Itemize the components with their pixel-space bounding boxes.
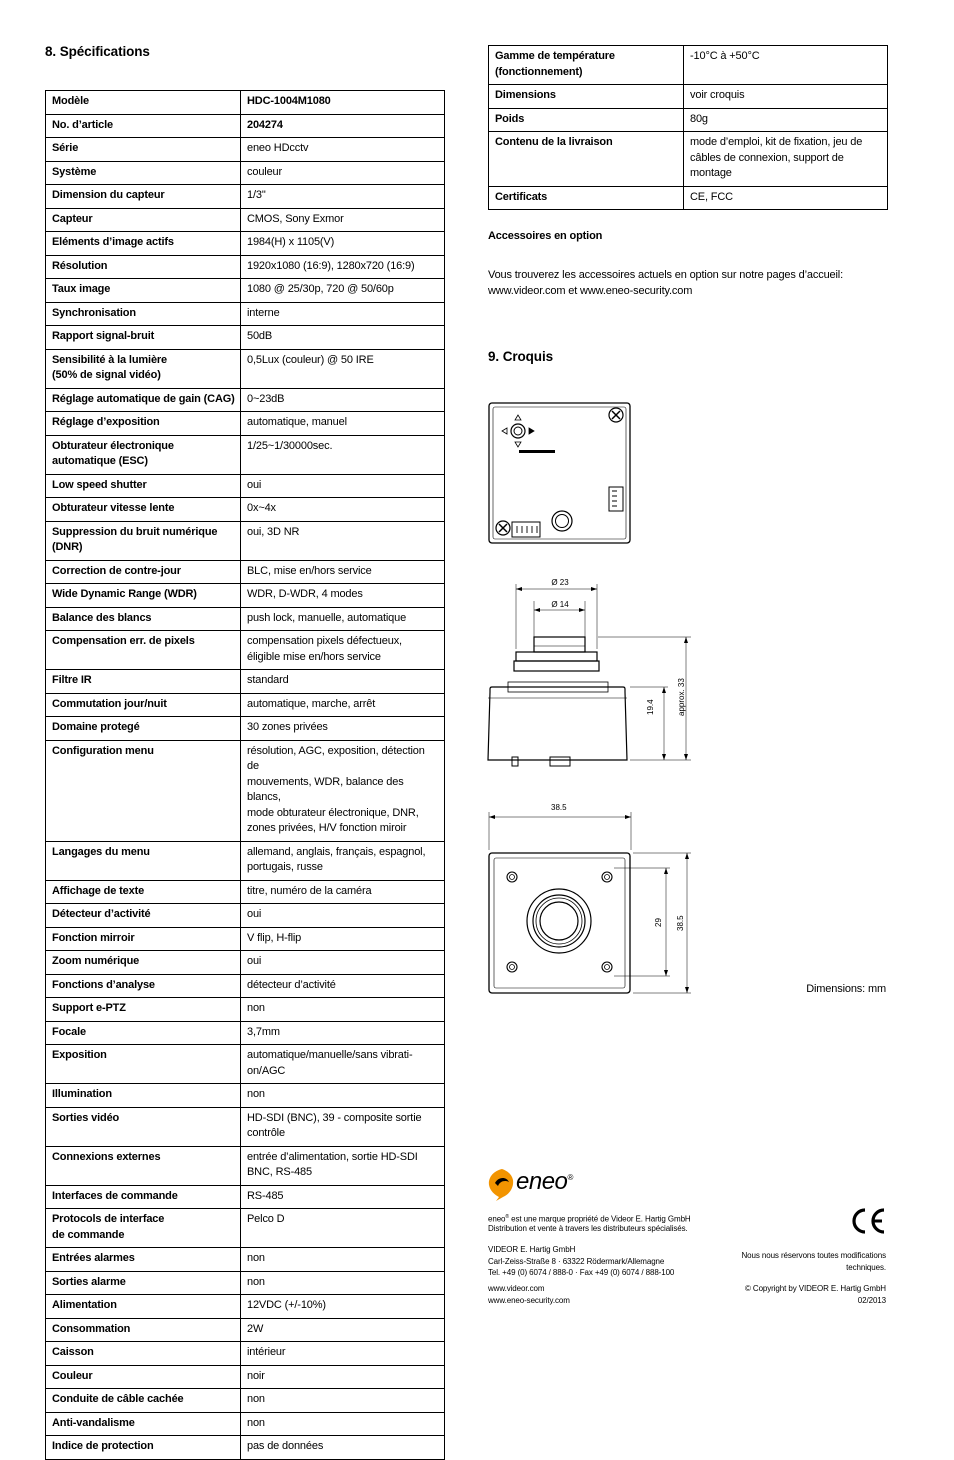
spec-label: Support e-PTZ — [46, 998, 241, 1022]
spec-row — [46, 1271, 445, 1295]
spec-value: oui, 3D NR — [241, 521, 445, 560]
spec-row — [46, 302, 445, 326]
spec-value: Pelco D — [241, 1209, 445, 1248]
footer-website-eneo[interactable]: www.eneo-security.com — [488, 1296, 570, 1305]
spec-label: Suppression du bruit numérique (DNR) — [46, 521, 241, 560]
footer-copyright: © Copyright by VIDEOR E. Hartig GmbH — [744, 1284, 886, 1293]
spec-row — [46, 951, 445, 975]
mount-hole-icon — [507, 962, 517, 972]
spec-row — [46, 1318, 445, 1342]
spec-label: Taux image — [46, 279, 241, 303]
camera-front-view-drawing — [486, 800, 701, 996]
camera-side-view-drawing — [486, 574, 701, 770]
spec-row — [46, 279, 445, 303]
spec-row — [46, 1412, 445, 1436]
spec-row — [46, 1436, 445, 1460]
footer-date: 02/2013 — [857, 1296, 886, 1305]
spec-value: noir — [241, 1365, 445, 1389]
spec-value: 30 zones privées — [241, 717, 445, 741]
accessories-text: Vous trouverez les accessoires actuels en option sur notre pages d’accueil: www.videor.com et www.eneo-security.com — [488, 269, 844, 297]
spec-value: 80g — [684, 108, 888, 132]
spec-label: Gamme de température (fonctionnement) — [489, 46, 684, 85]
spec-value: non — [241, 1389, 445, 1413]
spec-row — [46, 1209, 445, 1248]
spec-value: allemand, anglais, français, espagnol, portugais, russe — [241, 841, 445, 880]
spec-row — [46, 974, 445, 998]
spec-value: 0,5Lux (couleur) @ 50 IRE — [241, 349, 445, 388]
spec-row — [46, 1185, 445, 1209]
spec-value: non — [241, 998, 445, 1022]
spec-label: Filtre IR — [46, 670, 241, 694]
spec-row — [46, 91, 445, 115]
spec-value: oui — [241, 951, 445, 975]
spec-value: RS-485 — [241, 1185, 445, 1209]
spec-label: No. d’article — [46, 114, 241, 138]
dimension-d14: Ø 14 — [551, 600, 569, 609]
spec-row — [46, 349, 445, 388]
spec-row — [46, 1107, 445, 1146]
spec-row — [46, 412, 445, 436]
spec-value: 204274 — [241, 114, 445, 138]
spec-label: Entrées alarmes — [46, 1248, 241, 1272]
spec-label: Zoom numérique — [46, 951, 241, 975]
spec-row — [46, 560, 445, 584]
spec-label: Contenu de la livraison — [489, 132, 684, 187]
spec-value: entrée d’alimentation, sortie HD-SDI BNC, RS-485 — [241, 1146, 445, 1185]
spec-value: oui — [241, 474, 445, 498]
spec-label: Caisson — [46, 1342, 241, 1366]
spec-value: standard — [241, 670, 445, 694]
ce-mark-icon — [849, 1207, 887, 1235]
footer-distribution: Distribution et vente à travers les distributeurs spécialisés. — [488, 1224, 688, 1233]
spec-row — [46, 138, 445, 162]
spec-value: titre, numéro de la caméra — [241, 880, 445, 904]
spec-value: 0x~4x — [241, 498, 445, 522]
spec-label: Illumination — [46, 1084, 241, 1108]
footer-reserve-note: Nous nous réservons toutes modifications techniques. — [741, 1251, 886, 1272]
mount-hole-icon — [602, 872, 612, 882]
spec-row — [489, 46, 888, 85]
spec-row — [489, 85, 888, 109]
spec-value: voir croquis — [684, 85, 888, 109]
spec-row — [46, 388, 445, 412]
spec-row — [46, 232, 445, 256]
spec-row — [46, 1248, 445, 1272]
spec-value: 2W — [241, 1318, 445, 1342]
spec-label: Certificats — [489, 186, 684, 210]
spec-value: interne — [241, 302, 445, 326]
spec-row — [489, 108, 888, 132]
spec-label: Affichage de texte — [46, 880, 241, 904]
spec-value: compensation pixels défectueux, éligible mise en/hors service — [241, 631, 445, 670]
mount-hole-icon — [602, 962, 612, 972]
spec-label: Domaine protegé — [46, 717, 241, 741]
spec-value: BLC, mise en/hors service — [241, 560, 445, 584]
spec-row — [46, 740, 445, 841]
spec-row — [46, 880, 445, 904]
spec-value: CE, FCC — [684, 186, 888, 210]
footer-trademark: eneo® est une marque propriété de Videor E. Hartig GmbH — [488, 1214, 691, 1224]
spec-row — [46, 498, 445, 522]
spec-label: Low speed shutter — [46, 474, 241, 498]
dimension-19-4: 19.4 — [646, 699, 655, 715]
spec-value: couleur — [241, 161, 445, 185]
spec-label: Rapport signal-bruit — [46, 326, 241, 350]
spec-row — [46, 841, 445, 880]
spec-label: Correction de contre-jour — [46, 560, 241, 584]
spec-value: détecteur d’activité — [241, 974, 445, 998]
spec-label: Réglage automatique de gain (CAG) — [46, 388, 241, 412]
spec-row — [46, 904, 445, 928]
spec-label: Balance des blancs — [46, 607, 241, 631]
dimensions-unit-note: Dimensions: mm — [806, 983, 886, 995]
spec-label: Alimentation — [46, 1295, 241, 1319]
spec-value: push lock, manuelle, automatique — [241, 607, 445, 631]
spec-row — [46, 927, 445, 951]
spec-label: Langages du menu — [46, 841, 241, 880]
spec-value: automatique/manuelle/sans vibrati- on/AGC — [241, 1045, 445, 1084]
spec-value: WDR, D-WDR, 4 modes — [241, 584, 445, 608]
spec-value: 1/25~1/30000sec. — [241, 435, 445, 474]
spec-value: résolution, AGC, exposition, détection de mouvements, WDR, balance des blancs, mode obturateur électronique, DNR, zones privées, H/V fonction miroir — [241, 740, 445, 841]
spec-label: Focale — [46, 1021, 241, 1045]
spec-value: automatique, marche, arrêt — [241, 693, 445, 717]
dimension-d23: Ø 23 — [551, 578, 569, 587]
spec-value: 3,7mm — [241, 1021, 445, 1045]
mount-hole-icon — [507, 872, 517, 882]
spec-row — [46, 584, 445, 608]
spec-value: 50dB — [241, 326, 445, 350]
spec-label: Exposition — [46, 1045, 241, 1084]
spec-value: non — [241, 1271, 445, 1295]
spec-value: HDC-1004M1080 — [241, 91, 445, 115]
spec-row — [46, 208, 445, 232]
spec-value: pas de données — [241, 1436, 445, 1460]
spec-label: Eléments d’image actifs — [46, 232, 241, 256]
section-9-title: 9. Croquis — [488, 349, 554, 364]
spec-value: V flip, H-flip — [241, 927, 445, 951]
spec-label: Réglage d’exposition — [46, 412, 241, 436]
footer-company: VIDEOR E. Hartig GmbH — [488, 1245, 576, 1254]
accessories-title: Accessoires en option — [488, 230, 603, 242]
spec-row — [46, 114, 445, 138]
spec-label: Indice de protection — [46, 1436, 241, 1460]
spec-row — [46, 1342, 445, 1366]
camera-rear-view-drawing — [486, 400, 634, 548]
spec-row — [46, 521, 445, 560]
joystick-icon — [502, 415, 534, 447]
spec-label: Poids — [489, 108, 684, 132]
spec-value: non — [241, 1084, 445, 1108]
footer-website-videor[interactable]: www.videor.com — [488, 1284, 545, 1293]
spec-label: Dimensions — [489, 85, 684, 109]
spec-label: Système — [46, 161, 241, 185]
eneo-logo-icon — [486, 1167, 516, 1203]
spec-label: Modèle — [46, 91, 241, 115]
spec-row — [46, 474, 445, 498]
spec-label: Synchronisation — [46, 302, 241, 326]
spec-row — [46, 1295, 445, 1319]
spec-row — [46, 998, 445, 1022]
spec-label: Dimension du capteur — [46, 185, 241, 209]
spec-label: Sorties alarme — [46, 1271, 241, 1295]
spec-label: Conduite de câble cachée — [46, 1389, 241, 1413]
spec-label: Wide Dynamic Range (WDR) — [46, 584, 241, 608]
spec-value: automatique, manuel — [241, 412, 445, 436]
spec-label: Interfaces de commande — [46, 1185, 241, 1209]
spec-row — [46, 1045, 445, 1084]
spec-row — [46, 185, 445, 209]
spec-label: Compensation err. de pixels — [46, 631, 241, 670]
dimension-29: 29 — [654, 918, 663, 927]
spec-value: HD-SDI (BNC), 39 - composite sortie contrôle — [241, 1107, 445, 1146]
spec-row — [46, 1021, 445, 1045]
spec-row — [46, 693, 445, 717]
spec-row — [46, 1389, 445, 1413]
spec-row — [46, 670, 445, 694]
spec-label: Résolution — [46, 255, 241, 279]
spec-label: Obturateur vitesse lente — [46, 498, 241, 522]
specifications-table-continued — [488, 45, 888, 210]
spec-row — [46, 1084, 445, 1108]
spec-value: oui — [241, 904, 445, 928]
spec-value: intérieur — [241, 1342, 445, 1366]
spec-row — [46, 1365, 445, 1389]
spec-label: Commutation jour/nuit — [46, 693, 241, 717]
spec-row — [489, 186, 888, 210]
spec-label: Anti-vandalisme — [46, 1412, 241, 1436]
spec-row — [46, 326, 445, 350]
spec-row — [46, 607, 445, 631]
spec-label: Série — [46, 138, 241, 162]
dimension-width-38-5: 38.5 — [551, 803, 567, 812]
spec-label: Sorties vidéo — [46, 1107, 241, 1146]
spec-row — [46, 631, 445, 670]
spec-value: eneo HDcctv — [241, 138, 445, 162]
eneo-logo-text: eneo® — [516, 1168, 573, 1195]
spec-label: Couleur — [46, 1365, 241, 1389]
spec-label: Fonctions d’analyse — [46, 974, 241, 998]
spec-row — [46, 161, 445, 185]
spec-value: CMOS, Sony Exmor — [241, 208, 445, 232]
section-8-title: 8. Spécifications — [45, 44, 150, 59]
spec-row — [46, 717, 445, 741]
spec-value: 1984(H) x 1105(V) — [241, 232, 445, 256]
spec-row — [46, 1146, 445, 1185]
spec-label: Obturateur électronique automatique (ESC) — [46, 435, 241, 474]
spec-value: 1080 @ 25/30p, 720 @ 50/60p — [241, 279, 445, 303]
screw-icon — [496, 521, 510, 535]
spec-value: 1920x1080 (16:9), 1280x720 (16:9) — [241, 255, 445, 279]
dimension-height-38-5: 38.5 — [676, 915, 685, 931]
spec-value: non — [241, 1248, 445, 1272]
spec-label: Consommation — [46, 1318, 241, 1342]
specifications-table — [45, 90, 445, 1460]
footer-address: Carl-Zeiss-Straße 8 · 63322 Rödermark/Allemagne — [488, 1257, 665, 1266]
spec-value: -10°C à +50°C — [684, 46, 888, 85]
spec-value: 0~23dB — [241, 388, 445, 412]
dimension-approx-33: approx. 33 — [677, 678, 686, 716]
spec-value: mode d’emploi, kit de fixation, jeu de câbles de connexion, support de montage — [684, 132, 888, 187]
spec-label: Capteur — [46, 208, 241, 232]
spec-label: Protocols de interface de commande — [46, 1209, 241, 1248]
spec-label: Fonction mirroir — [46, 927, 241, 951]
screw-icon — [609, 408, 623, 422]
spec-row — [46, 255, 445, 279]
spec-value: 1/3" — [241, 185, 445, 209]
spec-value: 12VDC (+/-10%) — [241, 1295, 445, 1319]
spec-label: Connexions externes — [46, 1146, 241, 1185]
spec-row — [46, 435, 445, 474]
spec-label: Configuration menu — [46, 740, 241, 841]
spec-row — [489, 132, 888, 187]
spec-label: Sensibilité à la lumière (50% de signal vidéo) — [46, 349, 241, 388]
spec-label: Détecteur d’activité — [46, 904, 241, 928]
footer-phone: Tel. +49 (0) 6074 / 888-0 · Fax +49 (0) 6074 / 888-100 — [488, 1268, 675, 1277]
spec-value: non — [241, 1412, 445, 1436]
